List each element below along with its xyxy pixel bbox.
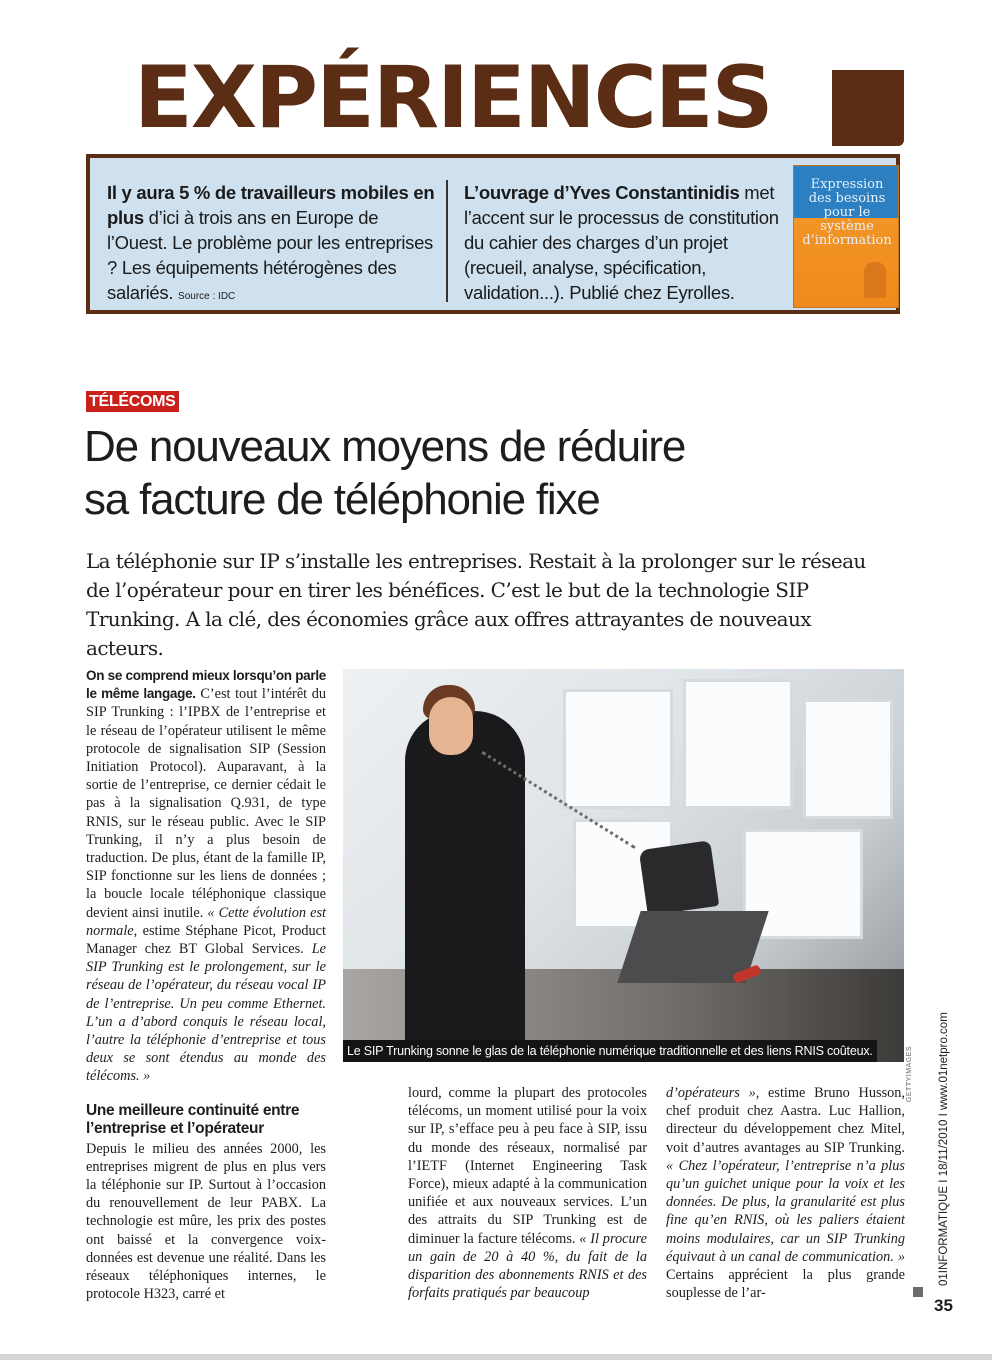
rubric-label: TÉLÉCOMS xyxy=(86,391,179,412)
book-cover-title: Expression des besoins pour le système d’information xyxy=(802,177,892,248)
photo-person-head xyxy=(429,697,473,755)
photo-window-pane xyxy=(563,689,673,809)
info-box-left xyxy=(107,180,437,309)
subheading: Une meilleure continuité entre l’entreprise et l’opérateur xyxy=(86,1101,300,1138)
article-photo xyxy=(343,669,904,1062)
quote-text: « Chez l’opérateur, l’entreprise n’a plus qu’un guichet unique pour la voix et les données. De plus, la granularité est plus fine qu’en RNIS, où les paliers étaient moins modulaires, car un SIP Trunking équivaut à un canal de communication. » xyxy=(666,1157,905,1265)
article-headline xyxy=(84,420,904,526)
info-left-bold: Il y aura 5 % de travailleurs mobiles en plus xyxy=(107,182,435,228)
quote-text: « Il procure un gain de 20 à 40 %, du fait de la disparition des abonnements RNIS et des forfaits pratiqués par beaucoup xyxy=(408,1230,647,1302)
paragraph xyxy=(408,1084,647,1302)
book-cover-figure xyxy=(864,262,886,298)
info-right-text: met l’accent sur le processus de constitution du cahier des charges d’un projet (recueil, analyse, spécification, validation...). Publié chez Eyrolles. xyxy=(464,182,779,303)
info-left-source: Source : IDC xyxy=(178,291,236,302)
square-end-icon xyxy=(913,1287,923,1297)
photo-caption: Le SIP Trunking sonne le glas de la téléphonie numérique traditionnelle et des liens RNIS coûteux. xyxy=(343,1040,877,1062)
body-column-2 xyxy=(408,1084,647,1302)
lead-in: On se comprend mieux lorsqu’on parle le même langage. xyxy=(86,668,326,702)
photo-phone xyxy=(639,840,719,915)
body-text: C’est tout l’intérêt du SIP Trunking : l’IPBX de l’entreprise et le réseau de l’opérateur utilisent le même protocole de signalisation SIP (Session Initiation Protocol). Auparavant, à la sortie de l’entreprise, ce dernier cédait le pas à la signalisation Q.931, de type RNIS, sur le réseau public. Avec le SIP Trunking, il n’y a plus besoin de traduction. De plus, étant de la famille IP, SIP fonctionne sur les liens de données ; la boucle locale téléphonique classique devient ainsi inutile. xyxy=(86,686,327,921)
quote-text: Le SIP Trunking est le prolongement, sur le réseau de l’opérateur, du réseau vocal IP de l’entreprise. Un peu comme Ethernet. L’un a d’abord conquis le réseau local, l’autre la téléphonie d’entreprise et tous deux se sont étendus au monde des télécoms. » xyxy=(86,941,326,1085)
info-box-divider xyxy=(446,180,448,302)
photo-window-pane xyxy=(803,699,893,819)
photo-credit: GETTYIMAGES xyxy=(906,1046,913,1103)
quote-text: d’opérateurs », xyxy=(666,1085,760,1101)
body-text: estime Stéphane Picot, Product Manager chez BT Global Services. xyxy=(86,922,326,958)
photo-person xyxy=(405,711,525,1047)
body-text: lourd, comme la plupart des protocoles télécoms, un moment utilisé pour la voix sur IP, s’efface peu à peu face à SIP, issu du monde des réseaux, normalisé par l’IETF (Internet Engineering Task Force), mieux adapté à la communication unifiée et aux nouveaux services. L’un des attraits du SIP Trunking est de diminuer la facture télécoms. xyxy=(408,1085,647,1247)
body-column-1 xyxy=(86,667,326,1304)
book-cover-image xyxy=(793,165,899,308)
article-lede: La téléphonie sur IP s’installe les entreprises. Restait à la prolonger sur le réseau de l’opérateur pour en tirer les bénéfices. C’est le but de la technologie SIP Trunking. A la clé, des économies grâce aux offres attrayantes de nouveaux acteurs. xyxy=(86,549,866,660)
body-text: Certains apprécient la plus grande souplesse de l’ar- xyxy=(666,1267,905,1302)
info-box-right xyxy=(464,180,782,305)
info-left-text: d’ici à trois ans en Europe de l’Ouest. Le problème pour les entreprises ? Les équipements hétérogènes des salariés. xyxy=(107,207,434,303)
photo-window-pane xyxy=(683,679,793,809)
headline-line-2: sa facture de téléphonie fixe xyxy=(84,475,600,524)
folio-side-text: 01INFORMATIQUE I 18/11/2010 I www.01netpro.com xyxy=(938,1012,950,1286)
paragraph: Depuis le milieu des années 2000, les entreprises migrent de plus en plus vers la téléphonie sur IP. Surtout à l’occasion du renouvellement de leur PABX. La technologie est mûre, les prix des postes ont baissé et la convergence voix-données est devenue une réalité. Dans les réseaux téléphoniques internes, le protocole H323, carré et xyxy=(86,1140,326,1303)
info-right-bold: L’ouvrage d’Yves Constantinidis xyxy=(464,182,740,203)
section-banner-title: EXPÉRIENCES xyxy=(134,48,772,148)
quote-text: « Cette évolution est normale, xyxy=(86,904,326,939)
paragraph xyxy=(86,667,326,1086)
body-column-3 xyxy=(666,1084,905,1302)
banner-square-mark xyxy=(832,70,904,146)
body-text: estime Bruno Husson, chef produit chez Aastra. Luc Hallion, directeur du développement chez Mitel, voit d’autres avantages au SIP Trunking. xyxy=(666,1085,906,1156)
info-box xyxy=(86,154,900,314)
headline-line-1: De nouveaux moyens de réduire xyxy=(84,422,686,471)
paragraph xyxy=(666,1084,905,1302)
page-number: 35 xyxy=(934,1296,953,1315)
footer-bar xyxy=(0,1354,992,1360)
